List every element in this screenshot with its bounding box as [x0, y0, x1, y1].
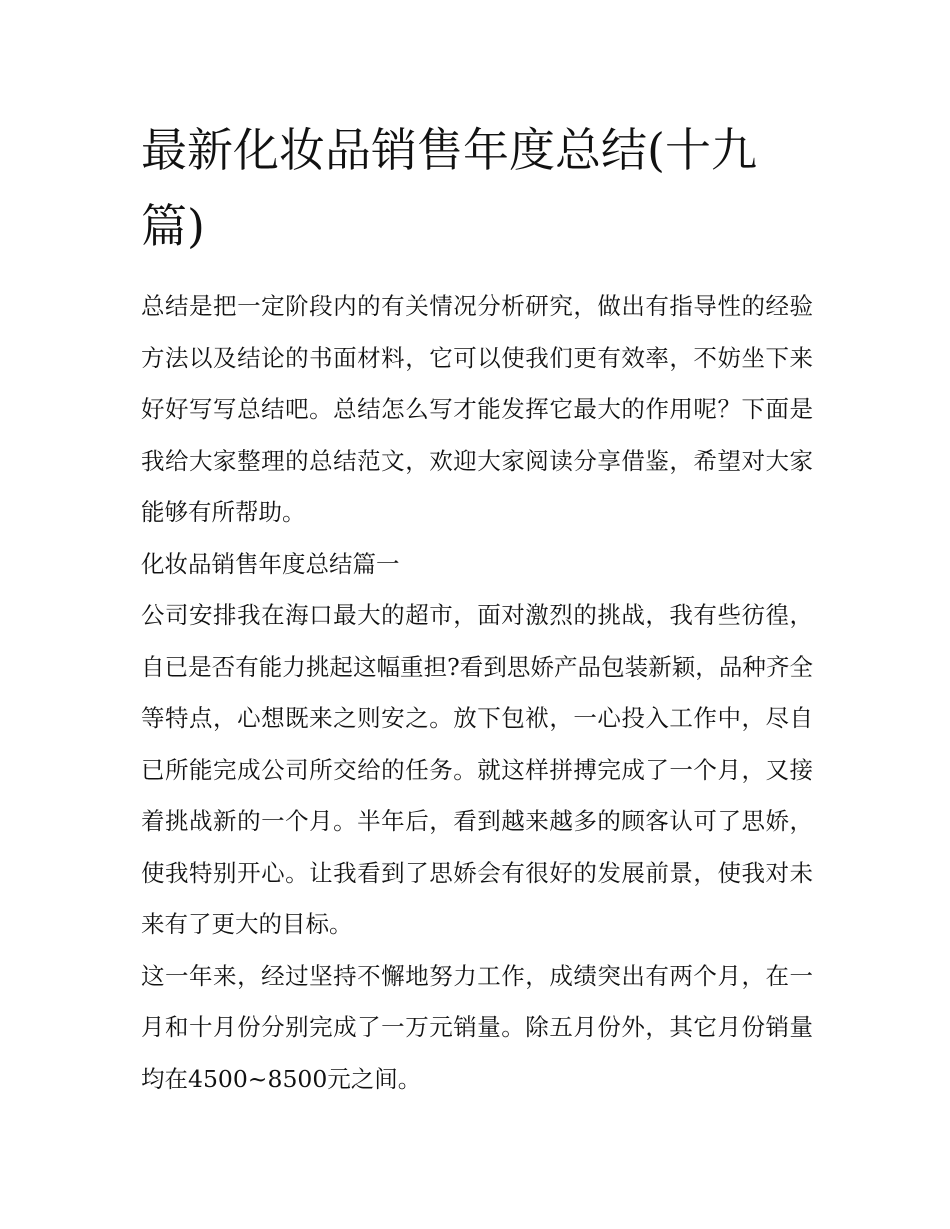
body-paragraph-2: 这一年来，经过坚持不懈地努力工作，成绩突出有两个月，在一月和十月份分别完成了一万元销量。除五月份外，其它月份销量均在4500~8500元之间。 — [141, 961, 813, 1093]
document-body — [141, 112, 813, 1105]
intro-paragraph: 总结是把一定阶段内的有关情况分析研究，做出有指导性的经验方法以及结论的书面材料，它可以使我们更有效率，不妨坐下来好好写写总结吧。总结怎么写才能发挥它最大的作用呢？下面是我给大家整理的总结范文，欢迎大家阅读分享借鉴，希望对大家能够有所帮助。 — [141, 292, 813, 526]
section-heading: 化妆品销售年度总结篇一 — [141, 549, 400, 578]
document-title: 最新化妆品销售年度总结(十九篇) — [141, 123, 757, 253]
body-paragraph-1: 公司安排我在海口最大的超市，面对激烈的挑战，我有些彷徨，自已是否有能力挑起这幅重担?看到思娇产品包装新颖，品种齐全等特点，心想既来之则安之。放下包袱，一心投入工作中，尽自已所能完成公司所交给的任务。就这样拼搏完成了一个月，又接着挑战新的一个月。半年后，看到越来越多的顾客认可了思娇，使我特别开心。让我看到了思娇会有很好的发展前景，使我对未来有了更大的目标。 — [141, 601, 813, 938]
